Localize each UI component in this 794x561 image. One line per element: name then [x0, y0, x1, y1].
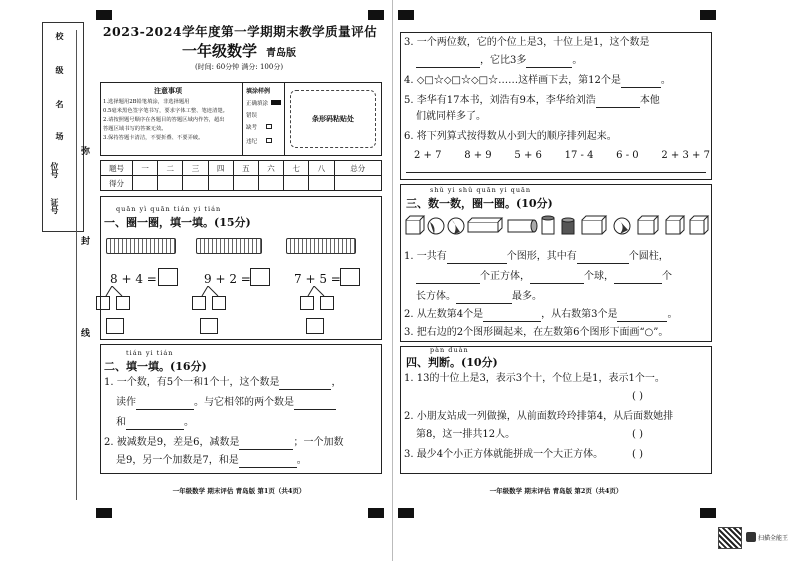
fill-checkbox[interactable] — [266, 124, 272, 129]
side-label: 级 — [55, 66, 65, 74]
cube-icon — [666, 216, 684, 234]
judgement-question: 2. 小朋友站成一列做操，从前面数玲玲排第4，从后面数她排 — [404, 411, 674, 422]
answer-blank[interactable] — [526, 57, 572, 68]
section-4-pinyin: pàn duàn — [430, 346, 469, 354]
answer-blank[interactable] — [614, 273, 662, 284]
result-box[interactable] — [200, 318, 218, 334]
side-label: 场 — [55, 132, 65, 140]
judgement-question: 3. 最少4个小正方体就能拼成一个大正方体。 — [404, 449, 604, 460]
score-table — [100, 160, 382, 191]
notice-title: 注意事项 — [154, 86, 182, 95]
section-3-title: 三、数一数，圈一圈。(10分) — [406, 197, 553, 210]
judgement-question: 第8，这一排共12人。 — [416, 429, 516, 440]
side-label: 名 — [55, 100, 65, 108]
question-line: 们就同样多了。 — [416, 111, 486, 122]
question-text: 2. 被减数是9，差是6，减数是 — [104, 437, 240, 448]
question-text: 个圆柱， — [628, 251, 669, 262]
question-line: 是9，另一个加数是7，和是 。 — [116, 455, 307, 466]
page-2 — [400, 0, 720, 561]
divider — [242, 82, 243, 156]
question-text: 5. 李华有17本书，刘浩有9本，李华给刘浩 — [404, 95, 596, 106]
ball-icon — [448, 218, 464, 234]
binding-strip — [0, 0, 94, 561]
answer-blank[interactable] — [577, 253, 629, 264]
side-label: 证号 — [50, 198, 60, 214]
score-header-cell: 二 — [158, 161, 183, 176]
fill-sample-correct — [271, 100, 281, 105]
question-text: 是9，另一个加数是7，和是 — [116, 455, 239, 466]
expression: 5 + 6 — [514, 150, 542, 161]
score-cell[interactable] — [158, 176, 183, 191]
expression: 2 + 7 — [414, 150, 442, 161]
cube-icon — [690, 216, 708, 234]
question-text: ，从右数第3个是 — [541, 309, 618, 320]
decomposition-box[interactable] — [212, 296, 226, 310]
binding-word: 封 — [79, 236, 89, 245]
answer-blank[interactable] — [126, 419, 184, 430]
question-text: 个球， — [584, 271, 614, 282]
expression: 8 + 9 — [464, 150, 492, 161]
result-box[interactable] — [106, 318, 124, 334]
section-2-title: 二、填一填。(16分) — [104, 360, 207, 373]
expression-row — [414, 150, 710, 161]
equation: 8 + 4 = — [110, 272, 157, 286]
question-text: 个正方体， — [480, 271, 530, 282]
edition: 青岛版 — [266, 48, 297, 59]
page-divider — [392, 0, 393, 561]
subject: 一年级数学 — [181, 42, 257, 60]
answer-blank[interactable] — [447, 253, 507, 264]
fill-row: 缺考 — [246, 125, 258, 131]
cuboid-icon — [582, 216, 606, 234]
question-line: 和 。 — [116, 417, 194, 428]
score-cell[interactable] — [309, 176, 334, 191]
fill-row: 错误 — [246, 113, 258, 119]
ball-icon — [614, 218, 630, 234]
stick-bundle — [286, 238, 356, 254]
answer-blank[interactable] — [456, 293, 512, 304]
question-line: 2. 从左数第4个是 ，从右数第3个是 。 — [404, 309, 678, 320]
binding-word: 线 — [79, 328, 89, 337]
score-header-cell: 题号 — [101, 161, 133, 176]
score-header-cell: 四 — [208, 161, 233, 176]
question-line — [116, 396, 380, 410]
notice-line: 3.保持答题卡清洁，不要折叠、不要弄破。 — [103, 135, 204, 141]
binding-word: 弥 — [79, 146, 89, 155]
notice-line: 2.请按照题号顺序在各题目的答题区域内作答，超出 — [103, 117, 225, 123]
question-line: ，它比3多 。 — [416, 54, 710, 68]
answer-blank[interactable] — [239, 457, 297, 468]
scanner-watermark: 扫描全能王 — [758, 535, 789, 542]
answer-blank[interactable] — [239, 439, 293, 450]
question-text: 读作 — [116, 397, 136, 408]
cylinder-icon — [542, 216, 554, 234]
fill-row: 正确填涂 — [246, 101, 269, 107]
cuboid-icon — [638, 216, 658, 234]
question-text: 个 — [662, 271, 672, 282]
score-cell[interactable] — [183, 176, 208, 191]
decomposition-box[interactable] — [192, 296, 206, 310]
fill-checkbox[interactable] — [266, 138, 272, 143]
score-row — [101, 176, 382, 191]
cylinder-icon — [562, 218, 574, 234]
score-header-cell: 八 — [309, 161, 334, 176]
answer-box[interactable] — [158, 268, 178, 286]
decomposition-box[interactable] — [116, 296, 130, 310]
answer-line[interactable] — [406, 172, 706, 173]
judgement-question: 1. 13的十位上是3，表示3个十，个位上是1，表示1个一。 — [404, 373, 665, 384]
question-text: 2. 从左数第4个是 — [404, 309, 484, 320]
decomposition-box[interactable] — [320, 296, 334, 310]
exam-title: 2023-2024学年度第一学期期末教学质量评估 — [102, 24, 378, 39]
cuboid-icon — [468, 218, 502, 232]
scanner-logo — [746, 532, 756, 542]
result-box[interactable] — [306, 318, 324, 334]
notice-line: 1.选择题用2B铅笔填涂，非选择题用 — [103, 99, 190, 105]
section-4-title: 四、判断。(10分) — [406, 356, 498, 369]
shapes-row — [404, 214, 710, 240]
question-line: 3. 把右边的2个图形圈起来，在左数第6个图形下面画“○”。 — [404, 327, 669, 338]
section-1-pinyin: quān yì quān tián yi tián — [116, 205, 222, 213]
divider — [284, 82, 285, 156]
question-text: 最多。 — [512, 291, 542, 302]
judgement-paren[interactable]: ( ) — [632, 391, 643, 402]
notice-line: 0.5毫米黑色签字笔书写，要求字体工整、笔迹清楚。 — [103, 108, 228, 114]
question-line — [416, 270, 710, 284]
question-text: 和 — [116, 417, 126, 428]
question-line — [404, 94, 710, 108]
question-text: 长方体。 — [416, 291, 456, 302]
cylinder-icon — [508, 220, 537, 232]
decomposition-box[interactable] — [300, 296, 314, 310]
question-line: 4. ◇□☆◇□☆◇□☆……这样画下去，第12个是 。 — [404, 75, 671, 86]
answer-blank[interactable] — [483, 311, 541, 322]
answer-blank[interactable] — [596, 97, 640, 108]
stick-bundle — [106, 238, 176, 254]
answer-blank[interactable] — [279, 379, 331, 390]
question-text: 1. 一个数，有5个一和1个十，这个数是 — [104, 377, 280, 388]
score-header-cell: 一 — [133, 161, 158, 176]
section-2-pinyin: tián yi tián — [126, 349, 174, 357]
section-1-title: 一、圈一圈，填一填。(15分) — [104, 216, 251, 229]
question-line: 1. 一个数，有5个一和1个十，这个数是 ， — [104, 377, 342, 388]
question-text: 。与它相邻的两个数是 — [194, 397, 294, 408]
judgement-paren[interactable]: ( ) — [632, 449, 643, 460]
decomposition-lines — [94, 286, 384, 320]
score-header-cell: 三 — [183, 161, 208, 176]
side-label: 位号 — [50, 162, 60, 178]
score-header-cell: 总分 — [334, 161, 382, 176]
question-text: 4. ◇□☆◇□☆◇□☆……这样画下去，第12个是 — [404, 75, 621, 86]
score-row-label: 得分 — [101, 176, 133, 191]
side-label: 校 — [55, 32, 65, 40]
score-header-row — [101, 161, 382, 176]
question-text: 3. 一个两位数，它的个位上是3，十位上是1，这个数是 — [404, 37, 650, 48]
score-cell[interactable] — [208, 176, 233, 191]
answer-blank[interactable] — [530, 273, 584, 284]
ball-icon — [428, 218, 444, 234]
stick-bundle — [196, 238, 262, 254]
question-line: 6. 将下列算式按得数从小到大的顺序排列起来。 — [404, 131, 617, 142]
page-1 — [94, 0, 384, 561]
question-text: 本他 — [639, 95, 660, 106]
subject-line — [94, 40, 384, 61]
equation: 7 + 5 = — [294, 272, 341, 286]
score-header-cell: 六 — [258, 161, 283, 176]
question-text: ；一个加数 — [293, 437, 344, 448]
question-text: 个图形，其中有 — [506, 251, 577, 262]
answer-blank[interactable] — [416, 57, 480, 68]
qr-code — [718, 527, 742, 549]
question-line — [104, 436, 380, 450]
question-text: ，它比3多 — [480, 55, 527, 66]
barcode-label: 条形码粘贴处 — [312, 114, 354, 123]
question-text: 1. 一共有 — [404, 251, 447, 262]
answer-blank[interactable] — [136, 399, 194, 410]
expression: 6 - 0 — [616, 150, 639, 161]
question-line — [404, 250, 710, 264]
score-cell[interactable] — [284, 176, 309, 191]
page-footer: 一年级数学 期末评估 青岛版 第1页（共4页） — [172, 487, 306, 495]
answer-box[interactable] — [250, 268, 270, 286]
section-3-pinyin: shǔ yi shǔ quān yi quān — [430, 186, 532, 194]
page-footer: 一年级数学 期末评估 青岛版 第2页（共4页） — [489, 487, 623, 495]
fill-row: 违纪 — [246, 139, 258, 145]
answer-blank[interactable] — [617, 311, 667, 322]
notice-line: 答题区域书写的答案无效。 — [103, 126, 167, 132]
answer-blank[interactable] — [416, 273, 480, 284]
expression: 17 - 4 — [564, 150, 594, 161]
score-header-cell: 七 — [284, 161, 309, 176]
question-line — [416, 290, 710, 304]
answer-blank[interactable] — [621, 77, 661, 88]
fill-title: 填涂样例 — [246, 88, 271, 95]
score-header-cell: 五 — [233, 161, 258, 176]
answer-box[interactable] — [340, 268, 360, 286]
question-line — [404, 36, 710, 50]
answer-blank[interactable] — [294, 399, 336, 410]
score-cell[interactable] — [133, 176, 158, 191]
expression: 2 + 3 + 7 — [661, 150, 710, 161]
score-cell[interactable] — [334, 176, 382, 191]
score-cell[interactable] — [233, 176, 258, 191]
judgement-paren[interactable]: ( ) — [632, 429, 643, 440]
equation: 9 + 2 = — [204, 272, 251, 286]
cube-icon — [406, 216, 424, 234]
binding-line — [76, 30, 77, 500]
decomposition-box[interactable] — [96, 296, 110, 310]
student-info-box — [42, 22, 84, 232]
time-note: (时间: 60分钟 满分: 100分) — [194, 63, 284, 71]
score-cell[interactable] — [258, 176, 283, 191]
